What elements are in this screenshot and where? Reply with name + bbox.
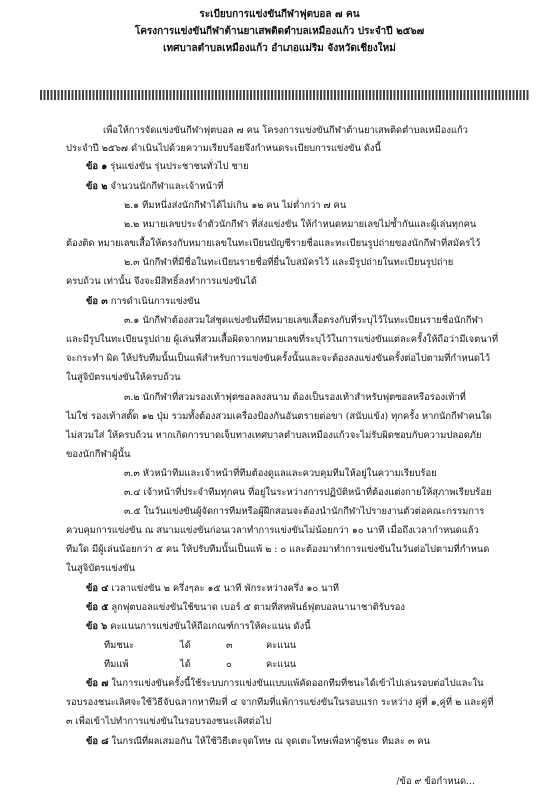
rule-label: ข้อ ๔ — [86, 583, 109, 594]
title-line-1: ระเบียบการแข่งขันกีฬาฟุตบอล ๗ คน — [199, 9, 360, 20]
intro-line: เพื่อให้การจัดแข่งขันกีฬาฟุตบอล ๗ คน โครงการแข่งขันกีฬาต้านยาเสพติดตำบลเหมืองแก้ว — [103, 125, 468, 136]
rule-label: ข้อ ๑ — [86, 161, 108, 172]
score-team: ทีมชนะ — [104, 640, 135, 651]
intro-line: ประจำปี ๒๕๖๗ ดำเนินไปด้วยความเรียบร้อยจึงกำหนดระเบียบการแข่งขัน ดังนี้ — [66, 143, 381, 154]
rule-line: ๓.๕ ในวันแข่งขันผู้จัดการทีมหรือผู้ฝึกสอนจะต้องนำนักกีฬาไปรายงานตัวต่อคณะกรรมการ — [124, 506, 485, 517]
score-unit: คะแนน — [266, 659, 297, 670]
rule-line: และมีรูปในทะเบียนรูปถ่าย ผู้เล่นที่สวมเสื้อผิดจากหมายเลขที่ระบุไว้ในการแข่งขันแต่ละครั้งให้ถือว่ามีเจตนาที่ — [66, 334, 499, 345]
rule-line: ต้องติด หมายเลขเสื้อให้ตรงกับหมายเลขในทะเบียนบัญชีรายชื่อและทะเบียนรูปถ่ายของนักกีฬาที่สมัครไว้ — [66, 238, 481, 249]
rule-line: ในสูจิบัตรแข่งขันให้ครบถ้วน — [66, 372, 181, 383]
score-points: ๓ — [226, 640, 233, 651]
asterisk-divider — [40, 90, 530, 100]
rule-7 — [86, 678, 484, 690]
rule-4 — [86, 583, 339, 595]
score-team: ทีมแพ้ — [104, 659, 129, 670]
rule-label: ข้อ ๘ — [86, 736, 109, 747]
rule-text: จำนวนนักกีฬาและเจ้าหน้าที่ — [110, 181, 224, 192]
title-line-2: โครงการแข่งขันกีฬาต้านยาเสพติดตำบลเหมืองแก้ว ประจำปี ๒๕๖๗ — [134, 26, 425, 37]
rule-5 — [86, 602, 405, 614]
rule-line: ไม่ใช่ รองเท้าสตั๊ด ๑๒ ปุ่ม รวมทั้งต้องสวมเครื่องป้องกันอันตรายต่อขา (สนับแข้ง) ทุกครั้ง หากนักกีฬาคนใด — [66, 411, 492, 422]
rule-line: ๓.๑ นักกีฬาต้องสวมใส่ชุดแข่งขันที่มีหมายเลขเสื้อตรงกับที่ระบุไว้ในทะเบียนรายชื่อนักกีฬา — [124, 315, 484, 326]
rule-line: ทีมใด มีผู้เล่นน้อยกว่า ๕ คน ให้ปรับทีมนั้นเป็นแพ้ ๒ : ๐ และต้องมาทำการแข่งขันในวันต่อไปตามที่กำหนด — [66, 544, 490, 555]
rule-2 — [86, 181, 224, 193]
rule-line: ๓ เพื่อเข้าไปทำการแข่งขันในรอบรองชนะเลิศต่อไป — [66, 716, 272, 727]
rule-label: ข้อ ๗ — [86, 678, 109, 689]
rule-line: ควบคุมการแข่งขัน ณ สนามแข่งขันก่อนเวลาทำการแข่งขันไม่น้อยกว่า ๑๐ นาที เมื่อถึงเวลากำหนดแล้ว — [66, 525, 479, 536]
rule-label: ข้อ ๕ — [86, 602, 109, 613]
score-got: ได้ — [180, 659, 191, 670]
rule-line: จะกระทำ ผิด ให้ปรับทีมนั้นเป็นแพ้สำหรับการแข่งขันครั้งนั้นและจะต้องลงแข่งขันครั้งต่อไปตามที่กำหนดไว้ — [66, 353, 490, 364]
rule-text: ในการแข่งขันครั้งนี้ใช้ระบบการแข่งขันแบบแพ้คัดออกทีมที่ชนะได้เข้าไปเล่นรอบต่อไปและใน — [111, 678, 484, 689]
rule-line: รอบรองชนะเลิศจะใช้วิธีจับฉลากหาทีมที่ ๔ จากทีมที่แพ้การแข่งขันในรอบแรก ระหว่าง คู่ที่ ๑,คู่ที่ ๒ และคู่ที่ — [66, 697, 494, 708]
rule-1 — [86, 161, 249, 173]
rule-text: รุ่นแข่งขัน รุ่นประชาชนทั่วไป ชาย — [110, 161, 249, 172]
rule-line: ไม่สวมใส่ ให้ครบถ้วน หากเกิดการบาดเจ็บทางเทศบาลตำบลเหมืองแก้วจะไม่รับผิดชอบกับความปลอดภัย — [66, 430, 482, 441]
rule-label: ข้อ ๒ — [86, 181, 108, 192]
rule-line: ๒.๑ ทีมหนึ่งส่งนักกีฬาได้ไม่เกิน ๑๒ คน ไม่ต่ำกว่า ๗ คน — [124, 200, 347, 211]
rule-line: ของนักกีฬาผู้นั้น — [66, 449, 131, 460]
rule-line: ๓.๔ เจ้าหน้าที่ประจำทีมทุกคน ที่อยู่ในระหว่างการปฏิบัติหน้าที่ต้องแต่งกายให้สุภาพเรียบร้อย — [124, 487, 492, 498]
rule-label: ข้อ ๓ — [86, 296, 108, 307]
continuation-note: /ข้อ ๙ ข้อกำหนด... — [396, 776, 475, 787]
rule-label: ข้อ ๖ — [86, 621, 108, 632]
score-unit: คะแนน — [266, 640, 297, 651]
rule-text: ในกรณีที่ผลเสมอกัน ให้ใช้วิธีเตะจุดโทษ ณ จุดเตะโทษเพื่อหาผู้ชนะ ทีมละ ๓ คน — [111, 736, 431, 747]
rule-text: การดำเนินการแข่งขัน — [110, 296, 200, 307]
rule-8 — [86, 736, 430, 748]
rule-text: ลูกฟุตบอลแข่งขันใช้ขนาด เบอร์ ๕ ตามที่สหพันธ์ฟุตบอลนานาชาติรับรอง — [111, 602, 405, 613]
score-got: ได้ — [180, 640, 191, 651]
rule-line: ๓.๓ หัวหน้าทีมและเจ้าหน้าที่ทีมต้องดูแลและควบคุมทีมให้อยู่ในความเรียบร้อย — [124, 468, 437, 479]
rule-text: คะแนนการแข่งขันให้ถือเกณฑ์การให้คะแนน ดังนี้ — [110, 621, 311, 632]
rule-line: ในสูจิบัตรแข่งขัน — [66, 563, 136, 574]
score-points: ๐ — [226, 659, 232, 670]
rule-line: ๒.๓ นักกีฬาที่มีชื่อในทะเบียนรายชื่อที่ยื่นใบสมัครไว้ และมีรูปถ่ายในทะเบียนรูปถ่าย — [124, 257, 454, 268]
rule-text: เวลาแข่งขัน ๒ ครึ่งๆละ ๑๕ นาที พักระหว่างครึ่ง ๑๐ นาที — [111, 583, 339, 594]
rule-6 — [86, 621, 311, 633]
rule-line: ๒.๒ หมายเลขประจำตัวนักกีฬา ที่ส่งแข่งขัน ให้กำหนดหมายเลขไม่ซ้ำกันและผู้เล่นทุกคน — [124, 219, 477, 230]
rule-3 — [86, 296, 200, 308]
rule-line: ๓.๒ นักกีฬาที่สวมรองเท้าฟุตซอลลงสนาม ต้องเป็นรองเท้าสำหรับฟุตซอลหรือรองเท้าที่ — [124, 392, 466, 403]
title-line-3: เทศบาลตำบลเหมืองแก้ว อำเภอแม่ริม จังหวัดเชียงใหม่ — [163, 43, 396, 54]
rule-line: ครบถ้วน เท่านั้น จึงจะมีสิทธิ์ลงทำการแข่งขันได้ — [66, 276, 257, 287]
